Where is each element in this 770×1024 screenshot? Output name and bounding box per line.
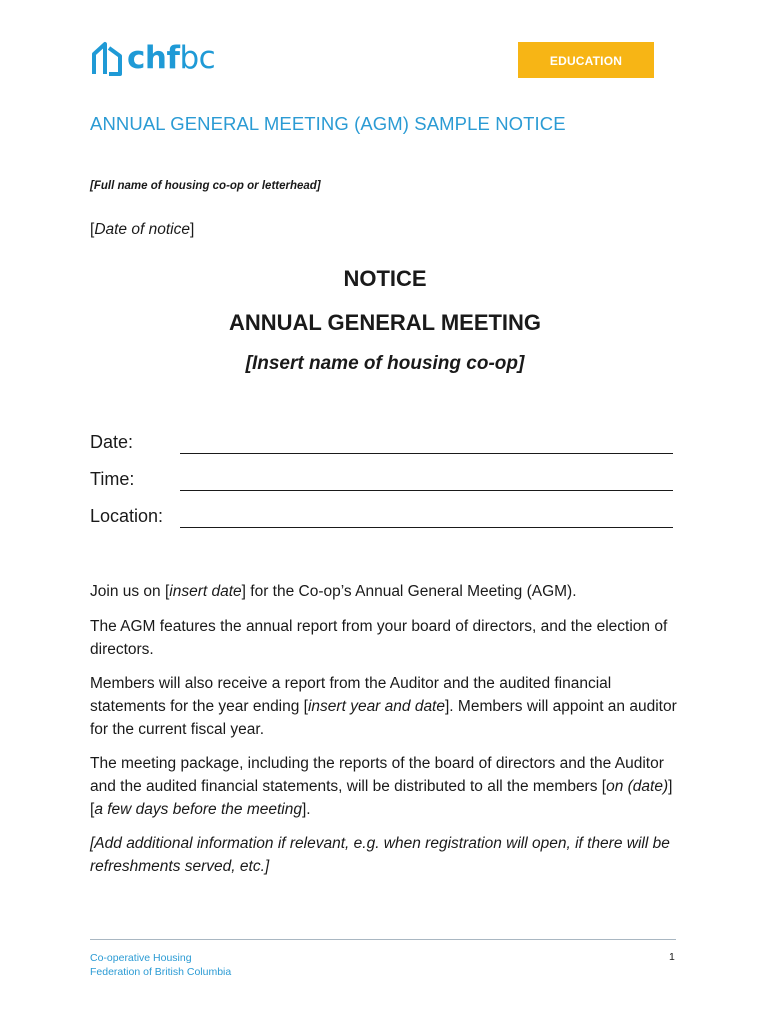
agm-heading: ANNUAL GENERAL MEETING [228, 310, 542, 335]
footer-divider [90, 939, 676, 940]
chfbc-logo [90, 40, 215, 76]
footer-org-line1: Co-operative Housing [90, 952, 192, 964]
coop-name-placeholder: [Full name of housing co-op or letterhead] [90, 180, 321, 192]
logo-wordmark: chfbc [127, 40, 216, 76]
location-blank-line [180, 527, 673, 528]
paragraph-agm-features: The AGM features the annual report from your board of directors, and the election of directors. [90, 618, 668, 658]
time-label: Time: [90, 469, 135, 489]
house-logo-icon [90, 40, 124, 76]
paragraph-meeting-package: The meeting package, including the reports of the board of directors and the Auditor and the audited financial statements, will be distributed to all the members [on (date)] [a few days before the meeting]. [90, 755, 673, 818]
footer-organization [90, 951, 231, 979]
paragraph-join-us: Join us on [insert date] for the Co-op’s Annual General Meeting (AGM). [90, 583, 577, 600]
time-blank-line [180, 490, 673, 491]
date-blank-line [180, 453, 673, 454]
notice-heading: NOTICE [343, 266, 427, 291]
date-of-notice-placeholder: [Date of notice] [90, 221, 195, 238]
document-title: ANNUAL GENERAL MEETING (AGM) SAMPLE NOTICE [90, 113, 566, 134]
paragraph-additional-info: [Add additional information if relevant, e.g. when registration will open, if there will be refreshments served, etc.] [90, 835, 670, 875]
date-label: Date: [90, 432, 134, 452]
education-badge: EDUCATION [518, 42, 654, 78]
location-label: Location: [90, 506, 164, 526]
coop-name-heading: [Insert name of housing co-op] [245, 353, 525, 374]
footer-org-line2: Federation of British Columbia [90, 966, 232, 978]
page-number: 1 [669, 951, 675, 963]
paragraph-auditor-report: Members will also receive a report from the Auditor and the audited financial statements for the year ending [insert year and date]. Members will appoint an auditor for the current fiscal year. [90, 675, 677, 738]
